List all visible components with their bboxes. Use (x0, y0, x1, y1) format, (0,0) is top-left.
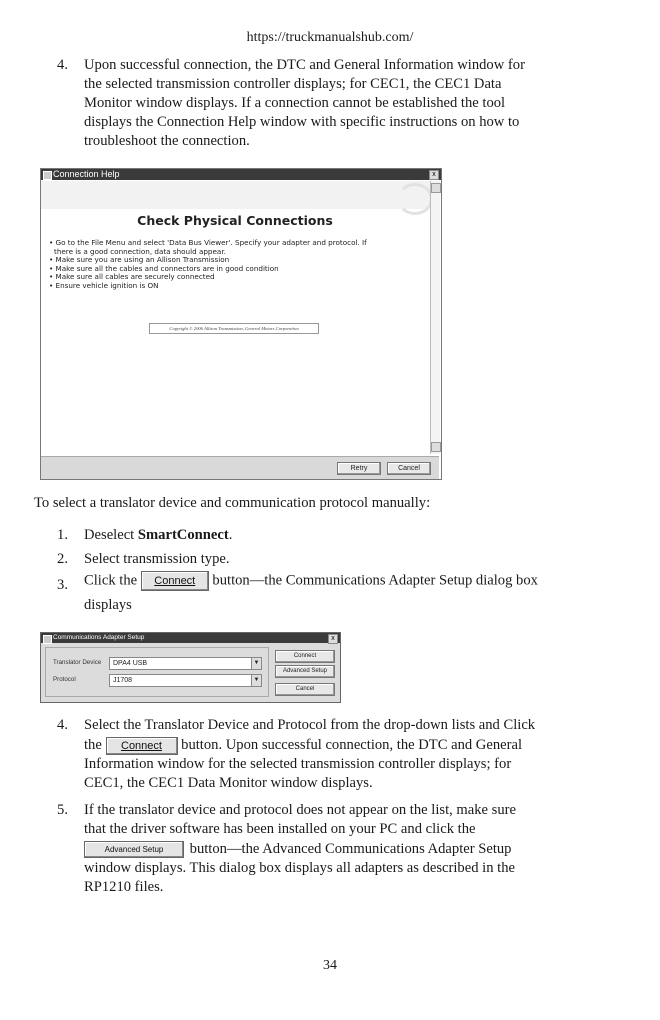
step-1-text: Deselect SmartConnect. (84, 527, 233, 543)
protocol-select[interactable]: J1708 ▼ (109, 674, 262, 687)
text-line: Upon successful connection, the DTC and General Information window for (84, 57, 525, 73)
header-url: https://truckmanualshub.com/ (246, 30, 414, 45)
text-line: Select the Translator Device and Protocol from the drop-down lists and Click (84, 717, 536, 733)
step-number: 1. (57, 527, 68, 543)
step-number: 2. (57, 551, 68, 567)
close-icon[interactable]: x (429, 170, 439, 180)
text-line: CEC1, the CEC1 Data Monitor window displays. (84, 775, 373, 791)
step-2-text: Select transmission type. (84, 551, 230, 567)
text-line: that the driver software has been installed on your PC and click the (84, 821, 476, 837)
button-bar (41, 456, 439, 479)
scroll-up-icon[interactable] (431, 183, 441, 193)
cancel-button[interactable]: Cancel (275, 683, 335, 696)
connect-button[interactable]: Connect (275, 650, 335, 663)
help-bullet-list (49, 239, 429, 291)
text-line: Monitor window displays. If a connection cannot be established the tool (84, 95, 506, 111)
connection-help-window (40, 168, 442, 480)
step-4-text (84, 56, 624, 151)
adapter-group (45, 647, 269, 697)
step-3-line2: displays (84, 597, 132, 613)
app-icon (43, 635, 52, 644)
adapter-setup-window (40, 632, 341, 703)
retry-button[interactable]: Retry (337, 462, 381, 475)
list-item: • Go to the File Menu and select 'Data Bus Viewer'. Specify your adapter and protocol. If (49, 238, 367, 247)
step-5-text (84, 801, 644, 897)
text-line: RP1210 files. (84, 879, 164, 895)
text-line: Information window for the selected transmission controller displays; for (84, 756, 512, 772)
advanced-setup-button-image: Advanced Setup (84, 841, 184, 858)
text-line: displays the Connection Help window with specific instructions on how to (84, 114, 520, 130)
connect-button-image: Connect (141, 571, 209, 591)
translator-device-label: Translator Device (53, 659, 102, 666)
scroll-down-icon[interactable] (431, 442, 441, 452)
advanced-setup-button[interactable]: Advanced Setup (275, 665, 335, 678)
close-icon[interactable]: x (328, 634, 338, 644)
list-item: • Make sure you are using an Allison Transmission (49, 255, 230, 265)
step-4b-text (84, 716, 644, 793)
list-item: • Make sure all the cables and connectors are in good condition (49, 263, 279, 273)
connection-help-titlebar (41, 169, 441, 180)
scrollbar[interactable] (430, 181, 440, 454)
intro-text: To select a translator device and communication protocol manually: (34, 495, 431, 511)
connect-button-image: Connect (106, 737, 178, 755)
text-line: Advanced Setup button—the Advanced Communications Adapter Setup (84, 840, 644, 859)
list-item: there is a good connection, data should appear. (54, 246, 226, 256)
page-number: 34 (323, 958, 337, 973)
text-line: window displays. This dialog box displays all adapters as described in the (84, 860, 515, 876)
chevron-down-icon[interactable]: ▼ (251, 675, 261, 686)
help-heading: Check Physical Connections (137, 213, 333, 228)
step-number: 5. (57, 802, 68, 818)
smartconnect-label: SmartConnect (137, 527, 229, 543)
app-icon (43, 171, 52, 180)
translator-device-select[interactable]: DPA4 USB ▼ (109, 657, 262, 670)
copyright-box: Copyright © 2006 Allison Transmission, General Motors Corporation (149, 323, 319, 334)
window-title: Connection Help (53, 169, 120, 179)
window-banner (41, 181, 439, 209)
chevron-down-icon[interactable]: ▼ (251, 658, 261, 669)
step-number: 4. (57, 57, 68, 73)
step-number: 4. (57, 717, 68, 733)
list-item: • Ensure vehicle ignition is ON (49, 280, 159, 290)
text-line: If the translator device and protocol does not appear on the list, make sure (84, 802, 516, 818)
window-title: Communications Adapter Setup (53, 634, 145, 641)
adapter-setup-titlebar (41, 633, 340, 643)
list-item: • Make sure all cables are securely connected (49, 272, 215, 282)
text-line: the selected transmission controller displays; for CEC1, the CEC1 Data (84, 76, 502, 92)
text-line: troubleshoot the connection. (84, 133, 250, 149)
text-line: the Connect button. Upon successful connection, the DTC and General (84, 737, 522, 753)
protocol-label: Protocol (53, 676, 76, 683)
cancel-button[interactable]: Cancel (387, 462, 431, 475)
step-3-text: Click the Connect button—the Communications Adapter Setup dialog box (84, 571, 624, 591)
step-number: 3. (57, 577, 68, 593)
watermark-logo (397, 183, 433, 215)
